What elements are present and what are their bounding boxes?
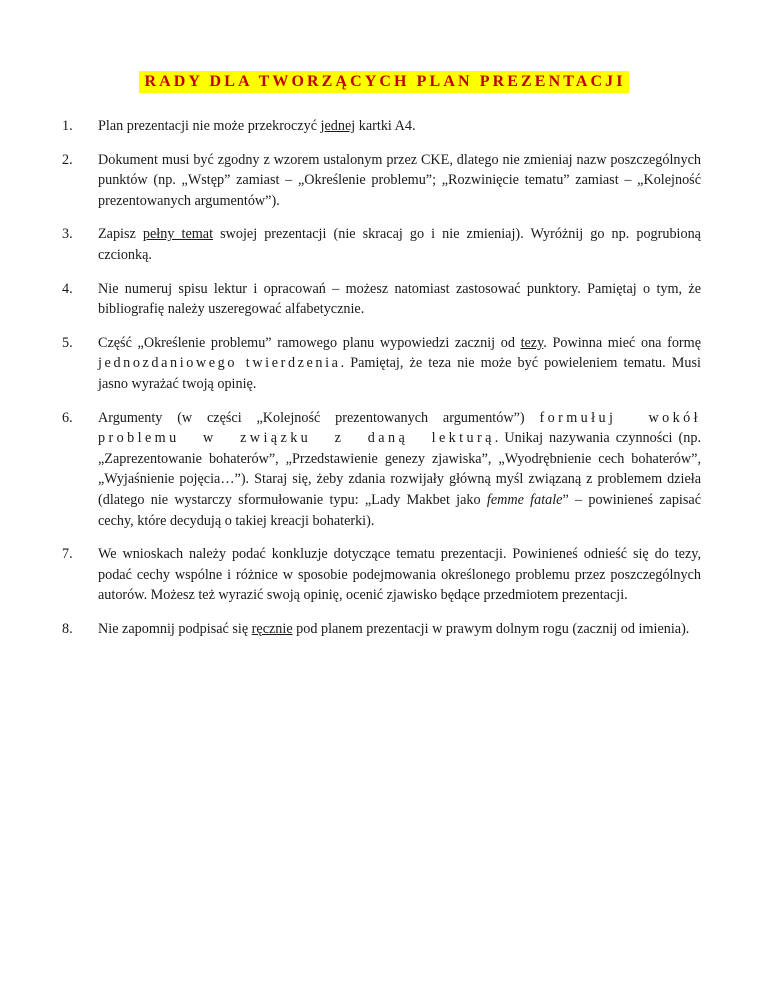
- item-text: Argumenty (w części „Kolejność prezentowanych argumentów”) formułuj wokół problemu w związku z daną lekturą. Unikaj nazywania czynności (np. „Zaprezentowanie bohaterów”, „Przedstawienie genezy zjawiska”, „Wyodrębnienie cech bohaterów”, „Wyjaśnienie pojęcia…”). Staraj się, żeby zdania rozwijały główną myśl związaną z problemem dzieła (dlatego nie wystarczy sformułowanie typu: „Lady Makbet jako femme fatale” – powinieneś zapisać cechy, które decydują o takiej kreacji bohaterki).: [98, 409, 702, 529]
- item-number: 3.: [62, 226, 73, 243]
- underlined-text: ręcznie: [251, 620, 293, 637]
- spaced-text: formułuj wokół problemu w związku z daną lekturą: [98, 409, 702, 447]
- page-title: RADY DLA TWORZĄCYCH PLAN PREZENTACJI: [139, 71, 628, 93]
- underlined-text: pełny temat: [142, 226, 214, 243]
- list-item: [62, 408, 701, 532]
- item-text: Zapisz pełny temat swojej prezentacji (nie skracaj go i nie zmieniaj). Wyróżnij go np. pogrubioną czcionką.: [98, 226, 701, 263]
- list-item: [62, 544, 701, 606]
- item-text: Dokument musi być zgodny z wzorem ustalonym przez CKE, dlatego nie zmieniaj nazw poszczególnych punktów (np. „Wstęp” zamiast – „Określenie problemu”; „Rozwinięcie tematu” zamiast – „Kolejność prezentowanych argumentów”).: [98, 151, 701, 209]
- italic-text: femme fatale: [486, 491, 563, 508]
- item-text: We wnioskach należy podać konkluzje dotyczące tematu prezentacji. Powinieneś odnieść się do tezy, podać cechy wspólne i różnice w sposobie podejmowania określonego problemu przez poszczególnych autorów. Możesz też wyrazić swoją opinię, ocenić zjawisko będące przedmiotem prezentacji.: [98, 546, 701, 604]
- item-text: Plan prezentacji nie może przekroczyć jednej kartki A4.: [98, 118, 416, 134]
- item-number: 6.: [62, 409, 73, 426]
- title-container: [0, 71, 768, 93]
- spaced-text: jednozdaniowego twierdzenia: [98, 355, 341, 372]
- list-item: [62, 224, 701, 265]
- item-text: Nie zapomnij podpisać się ręcznie pod planem prezentacji w prawym dolnym rogu (zacznij od imienia).: [98, 620, 690, 637]
- list-item: [62, 619, 701, 640]
- item-text: Część „Określenie problemu” ramowego planu wypowiedzi zacznij od tezy. Powinna mieć ona formę jednozdaniowego twierdzenia. Pamiętaj, że teza nie może być powieleniem tematu. Musi jasno wyrażać twoją opinię.: [98, 334, 701, 392]
- underlined-text: tezy: [520, 334, 544, 351]
- item-number: 8.: [62, 620, 73, 637]
- item-text: Nie numeruj spisu lektur i opracowań – możesz natomiast zastosować punktory. Pamiętaj o tym, że bibliografię należy uszeregować alfabetycznie.: [98, 280, 701, 318]
- item-number: 5.: [62, 334, 73, 351]
- rules-list: [62, 116, 701, 652]
- item-number: 2.: [62, 151, 73, 168]
- list-item: [62, 279, 701, 320]
- list-item: [62, 150, 701, 212]
- item-number: 4.: [62, 280, 73, 297]
- underlined-text: jednej: [320, 118, 356, 134]
- item-number: 1.: [62, 118, 73, 134]
- list-item: [62, 333, 701, 395]
- item-number: 7.: [62, 546, 73, 563]
- list-item: [62, 116, 701, 137]
